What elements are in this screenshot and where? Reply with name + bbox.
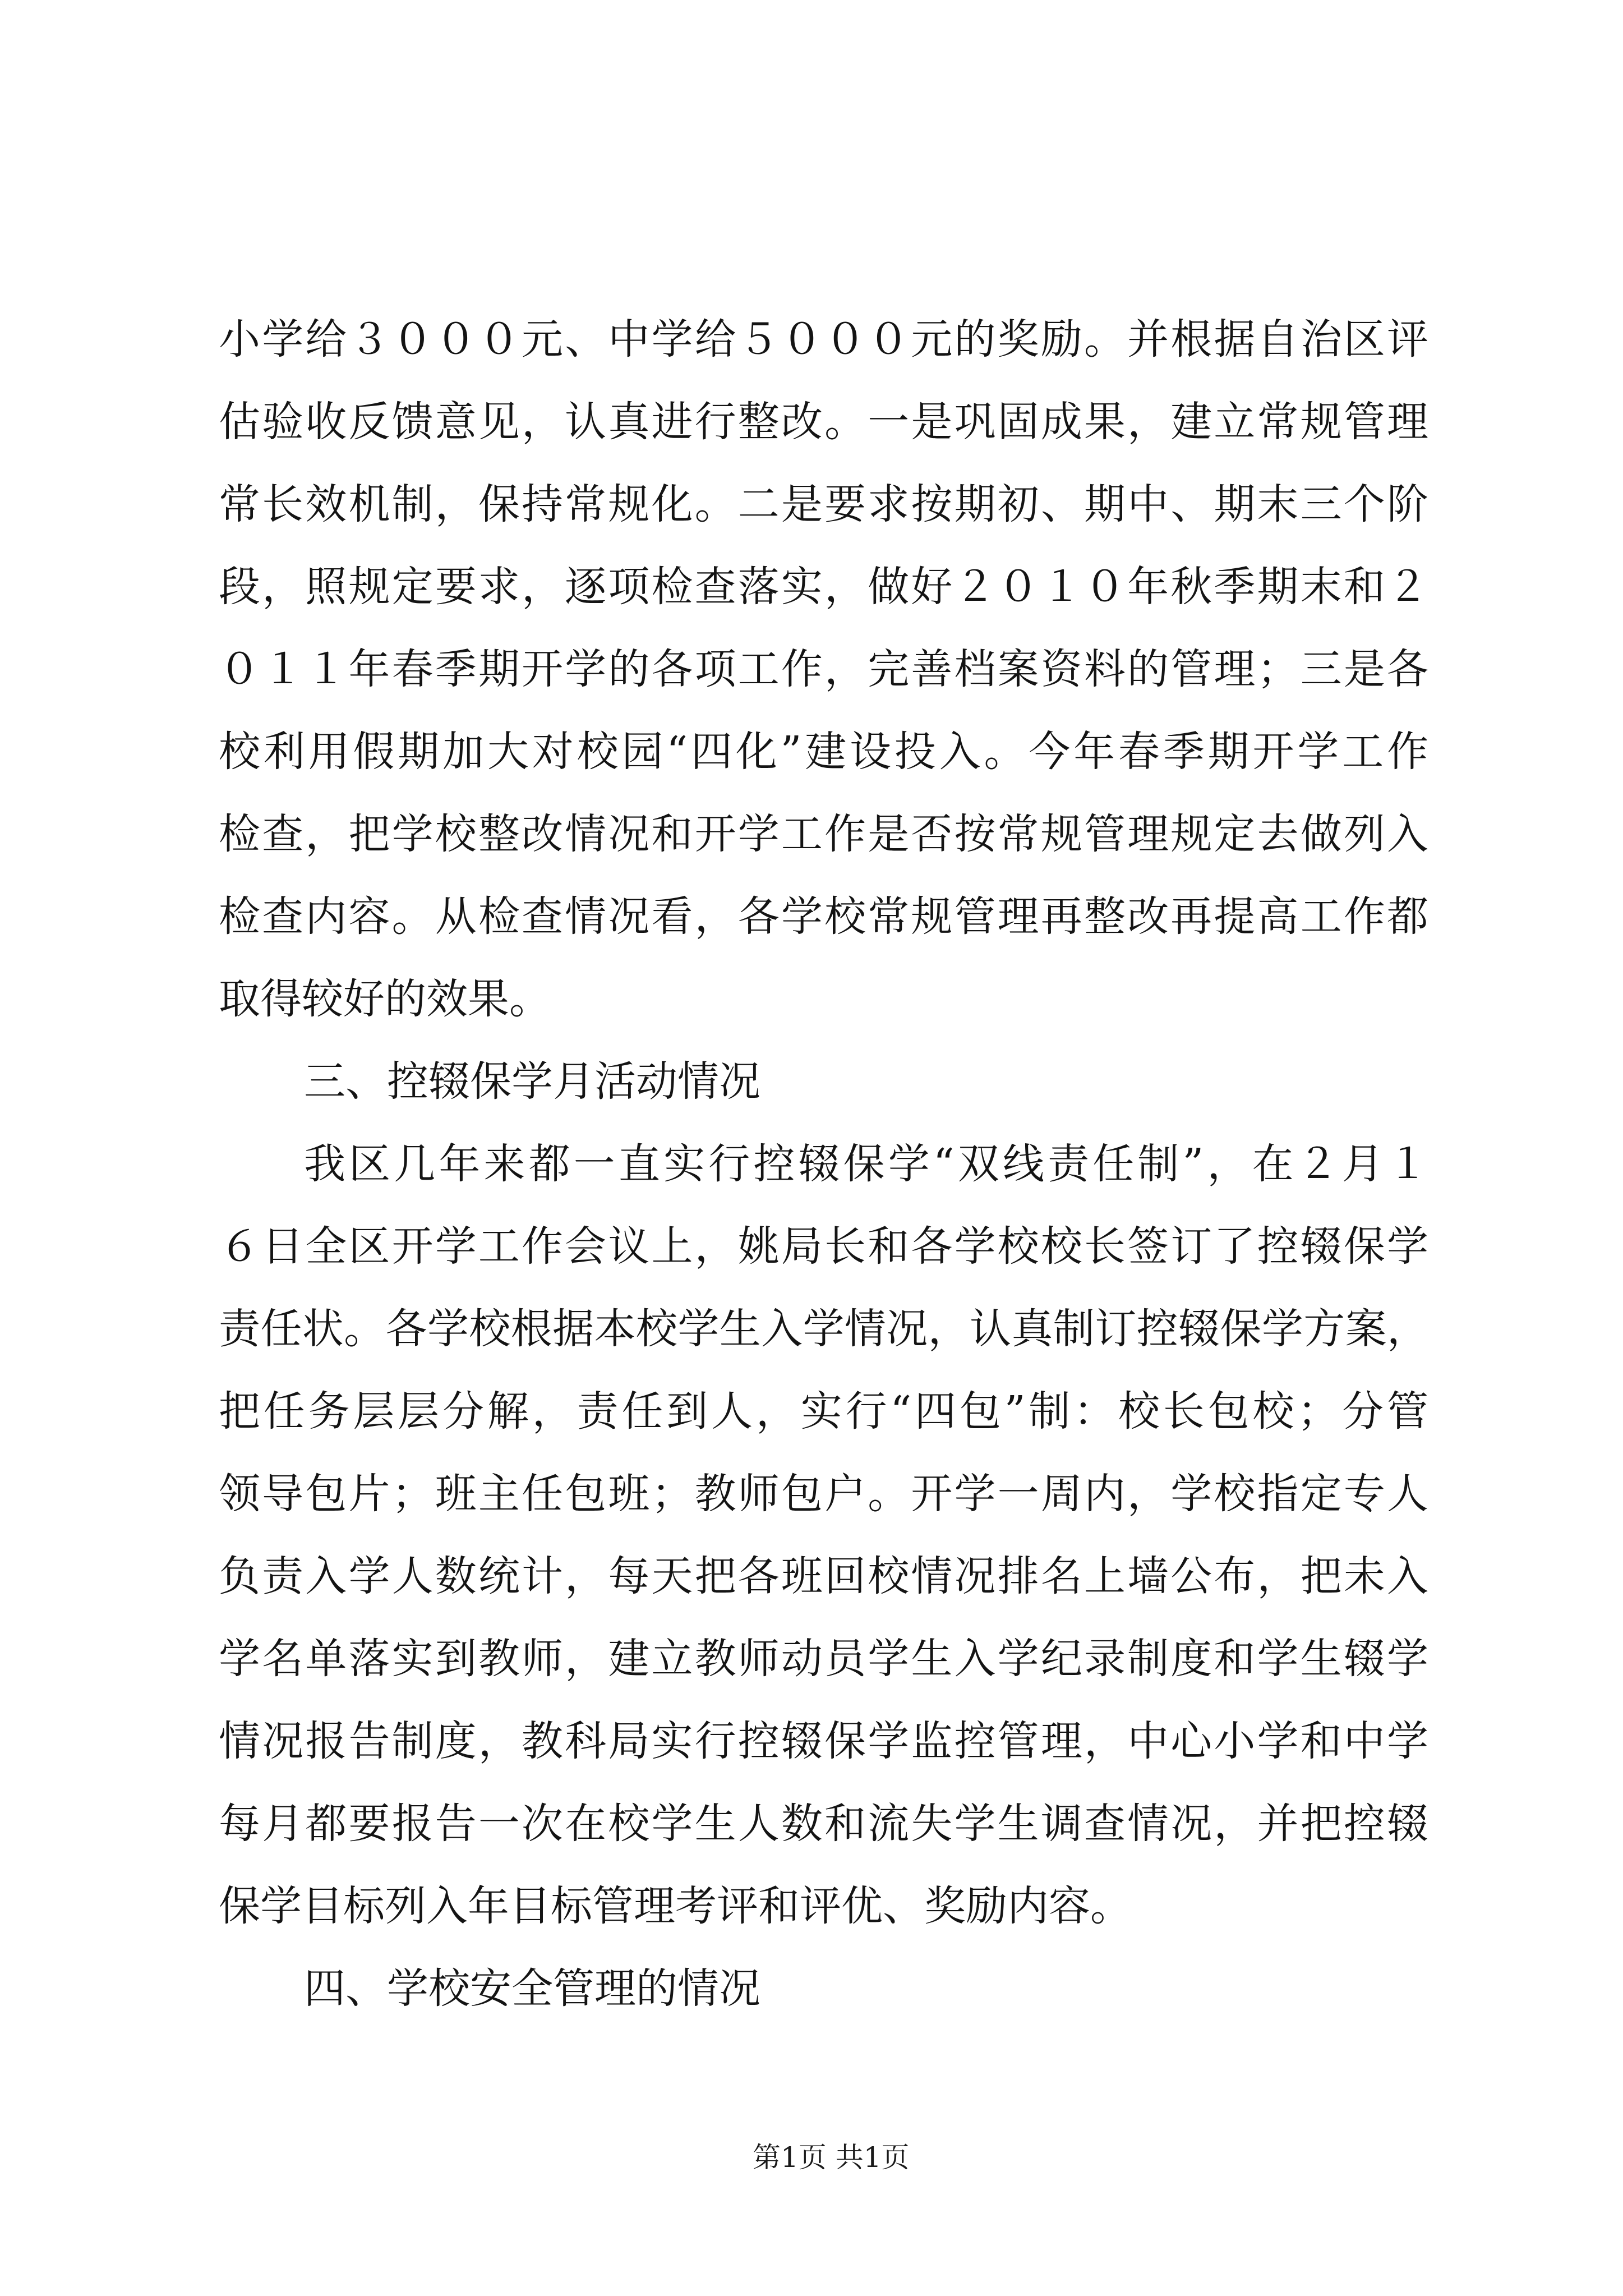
paragraph-line: 领导包片；班主任包班；教师包户。开学一周内，学校指定专人 xyxy=(219,1470,1428,1518)
section-heading: 三、控辍保学月活动情况 xyxy=(304,1057,760,1106)
page-footer: 第1页 共1页 xyxy=(753,2141,910,2174)
section-heading: 四、学校安全管理的情况 xyxy=(304,1964,760,2013)
paragraph-line: 估验收反馈意见，认真进行整改。一是巩固成果，建立常规管理 xyxy=(219,398,1428,446)
paragraph-line: 保学目标列入年目标管理考评和评优、奖励内容。 xyxy=(219,1882,1132,1930)
paragraph xyxy=(219,1123,1428,1948)
paragraph-line: 检查内容。从检查情况看，各学校常规管理再整改再提高工作都 xyxy=(219,892,1428,941)
paragraph-line: 我区几年来都一直实行控辍保学“双线责任制”，在２月１ xyxy=(304,1140,1428,1188)
paragraph-line: 段，照规定要求，逐项检查落实，做好２０１０年秋季期末和２ xyxy=(219,563,1428,611)
paragraph-line: 校利用假期加大对校园“四化”建设投入。今年春季期开学工作 xyxy=(219,728,1428,776)
paragraph-line: 小学给３０００元、中学给５０００元的奖励。并根据自治区评 xyxy=(219,315,1428,364)
paragraph-line: 把任务层层分解，责任到人，实行“四包”制：校长包校；分管 xyxy=(219,1387,1428,1435)
paragraph-line: 取得较好的效果。 xyxy=(219,975,551,1023)
paragraph-line: ６日全区开学工作会议上，姚局长和各学校校长签订了控辍保学 xyxy=(219,1222,1428,1271)
paragraph-line: 情况报告制度，教科局实行控辍保学监控管理，中心小学和中学 xyxy=(219,1717,1428,1765)
paragraph-line: 责任状。各学校根据本校学生入学情况，认真制订控辍保学方案， xyxy=(219,1305,1428,1353)
paragraph-line: 学名单落实到教师，建立教师动员学生入学纪录制度和学生辍学 xyxy=(219,1635,1428,1683)
paragraph-line: 负责入学人数统计，每天把各班回校情况排名上墙公布，把未入 xyxy=(219,1552,1428,1600)
paragraph-continued xyxy=(219,298,1428,1041)
paragraph-line: ０１１年春季期开学的各项工作，完善档案资料的管理；三是各 xyxy=(219,645,1428,693)
document-body xyxy=(219,298,1428,2030)
paragraph-line: 每月都要报告一次在校学生人数和流失学生调查情况，并把控辍 xyxy=(219,1800,1428,1848)
paragraph-line: 常长效机制，保持常规化。二是要求按期初、期中、期末三个阶 xyxy=(219,480,1428,528)
paragraph-line: 检查，把学校整改情况和开学工作是否按常规管理规定去做列入 xyxy=(219,810,1428,858)
